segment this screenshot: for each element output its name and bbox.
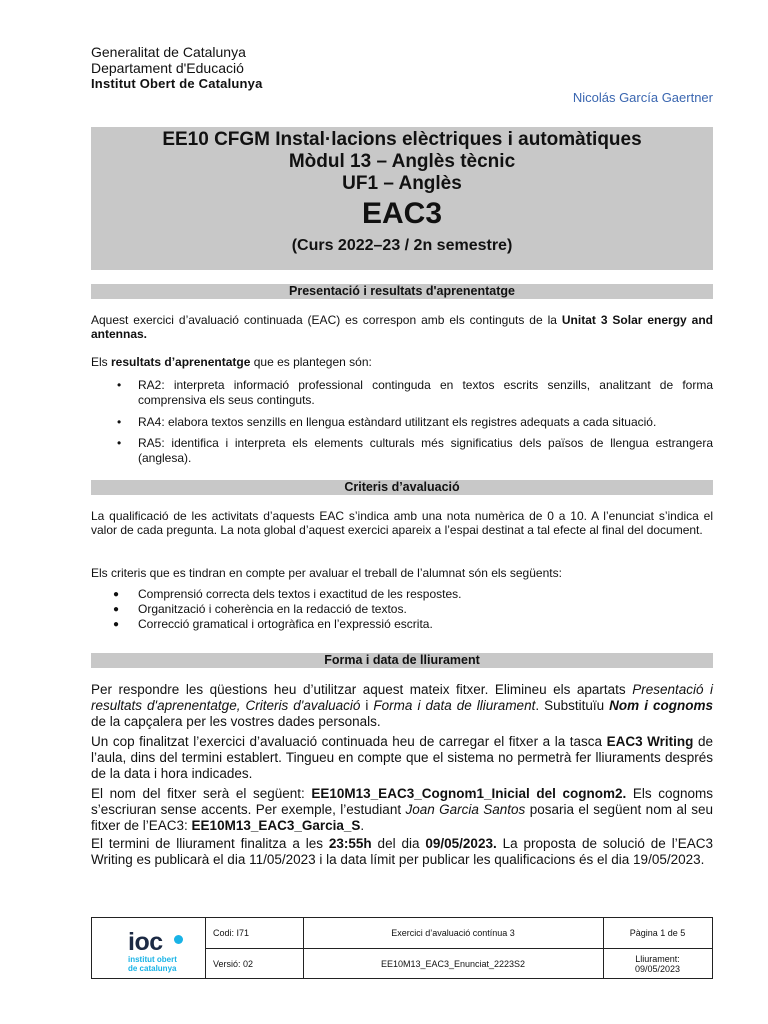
text-run: El termini de lliurament finalitza a les xyxy=(91,836,329,851)
text-run: . xyxy=(360,818,365,833)
criteri-text: Comprensió correcta dels textos i exactitud de les respostes. xyxy=(138,587,462,601)
criteris-paragraph-1: La qualificació de les activitats d’aquests EAC s’indica amb una nota numèrica de 0 a 10. A l’enunciat s’indica el valor de cada pregunta. La nota global d’aquest exercici apareix a l’espai destinat a tal efecte al final del document. xyxy=(91,509,713,537)
title-eac: EAC3 xyxy=(361,197,443,230)
text-run-bold: EE10M13_EAC3_Cognom1_Inicial del cognom2. xyxy=(311,786,627,801)
title-box xyxy=(91,127,713,270)
text-run: La proposta de solució de l’EAC3 Writing es publicarà el dia 11/05/2023 i la data límit per publicar les qualificacions és el dia 19/05/2023. xyxy=(91,836,713,867)
text-run: Els cognoms s’escriuran sense accents. Per exemple, l’estudiant xyxy=(91,786,713,817)
footer-code-column xyxy=(205,918,304,978)
ioc-logo-subtitle xyxy=(128,955,177,973)
footer-versio: Versió: 02 xyxy=(213,959,254,969)
text-run: de la capçalera per les vostres dades personals. xyxy=(91,714,381,729)
list-item-ra4 xyxy=(91,415,713,430)
text-run: que es plantegen són: xyxy=(250,355,372,369)
bullet-icon: ● xyxy=(113,589,120,600)
criteri-text: Organització i coherència en la redacció de textos. xyxy=(138,602,407,616)
text-run-italic: Presentació i resultats d'aprenentatge, Criteris d'avaluació xyxy=(91,682,713,713)
text-run-bold: resultats d’aprenentatge xyxy=(111,355,251,369)
title-course: (Curs 2022–23 / 2n semestre) xyxy=(291,237,513,254)
author-name: Nicolás García Gaertner xyxy=(572,90,713,105)
footer-exercici: Exercici d’avaluació contínua 3 xyxy=(391,928,515,938)
ioc-logo-sub-line: institut obert xyxy=(128,955,177,964)
ra-text: RA2: interpreta informació professional continguda en textos escrits senzills, analitzant de forma comprensiva els seus continguts. xyxy=(138,378,713,407)
bullet-icon: • xyxy=(117,415,122,429)
title-line-1: EE10 CFGM Instal·lacions elèctriques i automàtiques xyxy=(162,129,642,150)
text-run: Aquest exercici d’avaluació continuada (EAC) es correspon amb els continguts de la xyxy=(91,313,562,327)
bullet-icon: ● xyxy=(113,604,120,615)
presentacio-paragraph-2 xyxy=(91,355,713,369)
footer-pagina: Pàgina 1 de 5 xyxy=(629,928,686,938)
text-run: Un cop finalitzat l’exercici d’avaluació continuada heu de carregar el fitxer a la tasca xyxy=(91,734,607,749)
ra-text: RA4: elabora textos senzills en llengua estàndard utilitzant els registres adequats a cada situació. xyxy=(138,415,657,429)
ioc-dot-icon xyxy=(174,935,183,944)
text-run-italic: Joan Garcia Santos xyxy=(405,802,526,817)
text-run: posaria el següent nom al seu fitxer de l’EAC3: xyxy=(91,802,713,833)
list-item-criteri xyxy=(91,617,713,632)
bullet-icon: • xyxy=(117,378,122,392)
list-item-ra2 xyxy=(91,378,713,407)
text-run: Per respondre les qüestions heu d’utilitzar aquest mateix fitxer. Elimineu els apartats xyxy=(91,682,633,697)
list-item-ra5 xyxy=(91,436,713,465)
section-presentacio: Presentació i resultats d'aprenentatge xyxy=(91,284,713,299)
footer-table xyxy=(91,917,713,979)
lliurament-paragraph-1 xyxy=(91,682,713,730)
footer-fitxer: EE10M13_EAC3_Enunciat_2223S2 xyxy=(380,959,526,969)
footer-lliurament-date: 09/05/2023 xyxy=(634,964,681,974)
footer-lliurament xyxy=(603,949,712,979)
text-run: . Substituïu xyxy=(535,698,610,713)
ra-text: RA5: identifica i interpreta els elements culturals més significatius dels països de llengua estrangera (anglesa). xyxy=(138,436,713,465)
text-run-bold: 09/05/2023. xyxy=(425,836,497,851)
list-item-criteri xyxy=(91,602,713,617)
text-run-bold: EAC3 Writing xyxy=(606,734,694,749)
text-run: i xyxy=(360,698,374,713)
text-run: del dia xyxy=(371,836,426,851)
list-item-criteri xyxy=(91,587,713,602)
institution-line-1: Generalitat de Catalunya xyxy=(91,44,246,60)
text-run-bold: EE10M13_EAC3_Garcia_S xyxy=(191,818,361,833)
text-run: Els xyxy=(91,355,112,369)
criteris-paragraph-2: Els criteris que es tindran en compte per avaluar el treball de l’alumnat són els següents: xyxy=(91,566,562,580)
text-run: El nom del fitxer serà el següent: xyxy=(91,786,312,801)
section-lliurament: Forma i data de lliurament xyxy=(91,653,713,668)
ioc-logo xyxy=(92,918,206,978)
ioc-logo-sub-line: de catalunya xyxy=(128,964,177,973)
section-criteris: Criteris d’avaluació xyxy=(91,480,713,495)
presentacio-paragraph-1 xyxy=(91,313,713,341)
footer-codi: Codi: I71 xyxy=(213,928,250,938)
bullet-icon: • xyxy=(117,436,122,450)
text-run-bold-italic: Nom i cognoms xyxy=(609,698,713,713)
lliurament-paragraph-2 xyxy=(91,734,713,782)
institution-line-2: Departament d'Educació xyxy=(91,60,244,76)
lliurament-paragraph-4 xyxy=(91,836,713,868)
title-line-3: UF1 – Anglès xyxy=(342,173,462,194)
text-run-bold: Unitat 3 Solar energy and antennas. xyxy=(91,313,714,341)
footer-middle-column xyxy=(303,918,604,978)
lliurament-paragraph-3 xyxy=(91,786,713,834)
footer-lliurament-label: Lliurament: xyxy=(635,954,680,964)
text-run: de l’aula, dins del termini establert. Tingueu en compte que el sistema no permetrà fer lliuraments després de la data i hora indicades. xyxy=(91,734,713,781)
bullet-icon: ● xyxy=(113,619,120,630)
text-run-bold: 23:55h xyxy=(328,836,372,851)
text-run-italic: Forma i data de lliurament xyxy=(373,698,536,713)
footer-right-column xyxy=(603,918,712,978)
title-line-2: Mòdul 13 – Anglès tècnic xyxy=(288,151,516,172)
institution-header xyxy=(91,44,263,92)
criteri-text: Correcció gramatical i ortogràfica en l’expressió escrita. xyxy=(138,617,433,631)
institution-line-3: Institut Obert de Catalunya xyxy=(91,76,263,91)
ioc-logo-word: ioc xyxy=(128,928,163,956)
